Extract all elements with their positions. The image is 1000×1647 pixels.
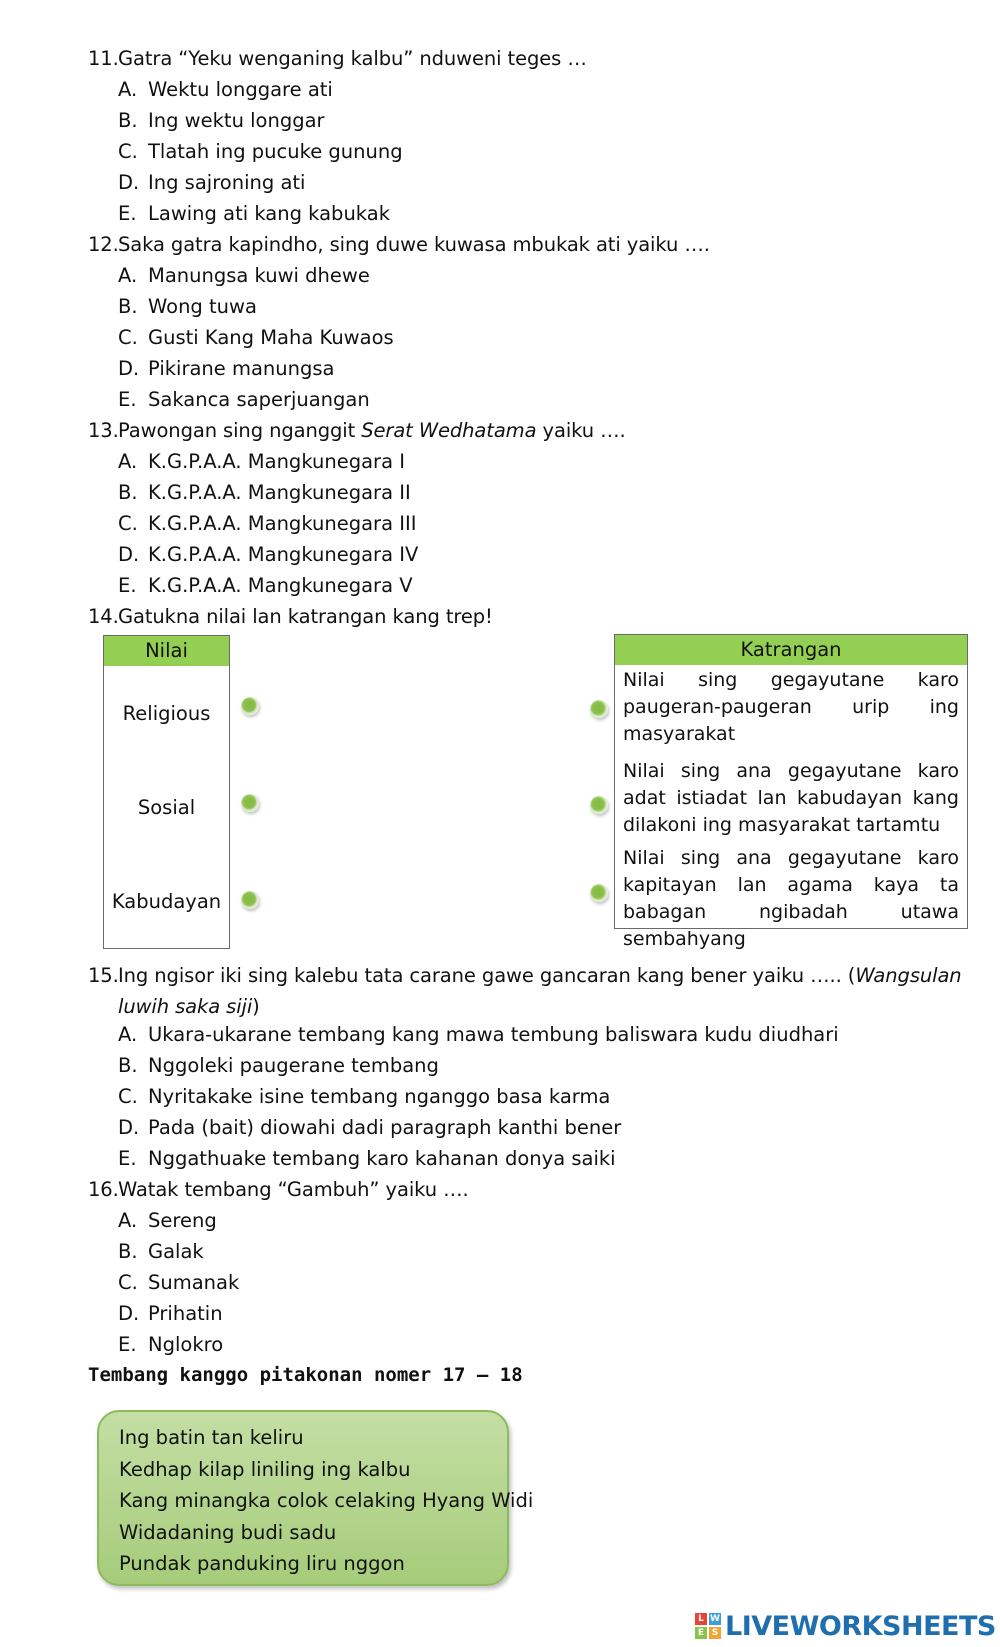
match-dot-right-1[interactable] bbox=[590, 700, 608, 718]
question-stem: Pawongan sing nganggit Serat Wedhatama yaiku …. bbox=[118, 419, 626, 442]
option-15-d[interactable]: D. Pada (bait) diowahi dadi paragraph kanthi bener bbox=[118, 1116, 622, 1139]
option-16-e[interactable]: E. Nglokro bbox=[118, 1333, 224, 1356]
tembang-line-2: Kedhap kilap liniling ing kalbu bbox=[119, 1457, 411, 1481]
tembang-box bbox=[97, 1410, 534, 1586]
question-number: 11. bbox=[88, 47, 119, 70]
nilai-sosial: Sosial bbox=[103, 760, 230, 855]
question-stem: Ing ngisor iki sing kalebu tata carane gawe gancaran kang bener yaiku ….. (Wangsulan luwih saka siji) bbox=[118, 964, 962, 1018]
liveworksheets-icon: L W E S bbox=[695, 1613, 721, 1639]
question-number: 12. bbox=[88, 233, 119, 256]
option-15-b[interactable]: B. Nggoleki paugerane tembang bbox=[118, 1054, 439, 1077]
option-16-b[interactable]: B. Galak bbox=[118, 1240, 204, 1263]
nilai-header: Nilai bbox=[103, 635, 230, 667]
question-stem: Gatukna nilai lan katrangan kang trep! bbox=[118, 605, 493, 628]
option-11-e[interactable]: E. Lawing ati kang kabukak bbox=[118, 202, 390, 225]
question-number: 15. bbox=[88, 964, 119, 987]
option-16-d[interactable]: D. Prihatin bbox=[118, 1302, 223, 1325]
option-15-e[interactable]: E. Nggathuake tembang karo kahanan donya saiki bbox=[118, 1147, 616, 1170]
option-13-c[interactable]: C. K.G.P.A.A. Mangkunegara III bbox=[118, 512, 417, 535]
option-13-e[interactable]: E. K.G.P.A.A. Mangkunegara V bbox=[118, 574, 413, 597]
option-13-d[interactable]: D. K.G.P.A.A. Mangkunegara IV bbox=[118, 543, 419, 566]
liveworksheets-text: LIVEWORKSHEETS bbox=[725, 1610, 996, 1642]
question-number: 13. bbox=[88, 419, 119, 442]
option-11-a[interactable]: A. Wektu longgare ati bbox=[118, 78, 333, 101]
option-16-c[interactable]: C. Sumanak bbox=[118, 1271, 240, 1294]
nilai-religious: Religious bbox=[103, 666, 230, 761]
katrangan-header: Katrangan bbox=[614, 634, 968, 666]
option-13-a[interactable]: A. K.G.P.A.A. Mangkunegara I bbox=[118, 450, 405, 473]
katrangan-2: Nilai sing ana gegayutane karo adat istiadat lan kabudayan kang dilakoni ing masyarakat tartamtu bbox=[614, 756, 968, 844]
question-stem: Watak tembang “Gambuh” yaiku …. bbox=[118, 1178, 469, 1201]
option-11-c[interactable]: C. Tlatah ing pucuke gunung bbox=[118, 140, 403, 163]
question-number: 14. bbox=[88, 605, 119, 628]
option-16-a[interactable]: A. Sereng bbox=[118, 1209, 217, 1232]
match-dot-left-3[interactable] bbox=[241, 891, 259, 909]
question-number: 16. bbox=[88, 1178, 119, 1201]
liveworksheets-logo bbox=[695, 1610, 996, 1642]
option-13-b[interactable]: B. K.G.P.A.A. Mangkunegara II bbox=[118, 481, 411, 504]
option-11-b[interactable]: B. Ing wektu longgar bbox=[118, 109, 325, 132]
nilai-kabudayan: Kabudayan bbox=[103, 854, 230, 949]
question-15 bbox=[88, 960, 968, 1022]
option-15-a[interactable]: A. Ukara-ukarane tembang kang mawa tembung baliswara kudu diudhari bbox=[118, 1023, 839, 1046]
katrangan-1: Nilai sing gegayutane karo paugeran-paugeran urip ing masyarakat bbox=[614, 665, 968, 757]
tembang-line-3: Kang minangka colok celaking Hyang Widi bbox=[119, 1489, 534, 1512]
option-12-e[interactable]: E. Sakanca saperjuangan bbox=[118, 388, 370, 411]
option-12-d[interactable]: D. Pikirane manungsa bbox=[118, 357, 335, 380]
match-dot-left-1[interactable] bbox=[241, 697, 259, 715]
tembang-line-5: Pundak panduking liru nggon bbox=[119, 1552, 405, 1575]
match-dot-right-3[interactable] bbox=[590, 884, 608, 902]
option-15-c[interactable]: C. Nyritakake isine tembang nganggo basa karma bbox=[118, 1085, 611, 1108]
tembang-line-4: Widadaning budi sadu bbox=[119, 1520, 337, 1544]
tembang-line-1: Ing batin tan keliru bbox=[119, 1426, 304, 1449]
option-12-c[interactable]: C. Gusti Kang Maha Kuwaos bbox=[118, 326, 394, 349]
question-stem: Saka gatra kapindho, sing duwe kuwasa mbukak ati yaiku …. bbox=[118, 233, 710, 256]
match-dot-left-2[interactable] bbox=[241, 794, 259, 812]
match-dot-right-2[interactable] bbox=[590, 796, 608, 814]
section-title: Tembang kanggo pitakonan nomer 17 – 18 bbox=[88, 1364, 523, 1386]
katrangan-3: Nilai sing ana gegayutane karo kapitayan lan agama kaya ta babagan ngibadah utawa sembahyang bbox=[614, 843, 968, 929]
question-stem: Gatra “Yeku wenganing kalbu” nduweni teges … bbox=[118, 47, 587, 70]
option-11-d[interactable]: D. Ing sajroning ati bbox=[118, 171, 306, 194]
option-12-a[interactable]: A. Manungsa kuwi dhewe bbox=[118, 264, 370, 287]
option-12-b[interactable]: B. Wong tuwa bbox=[118, 295, 257, 318]
